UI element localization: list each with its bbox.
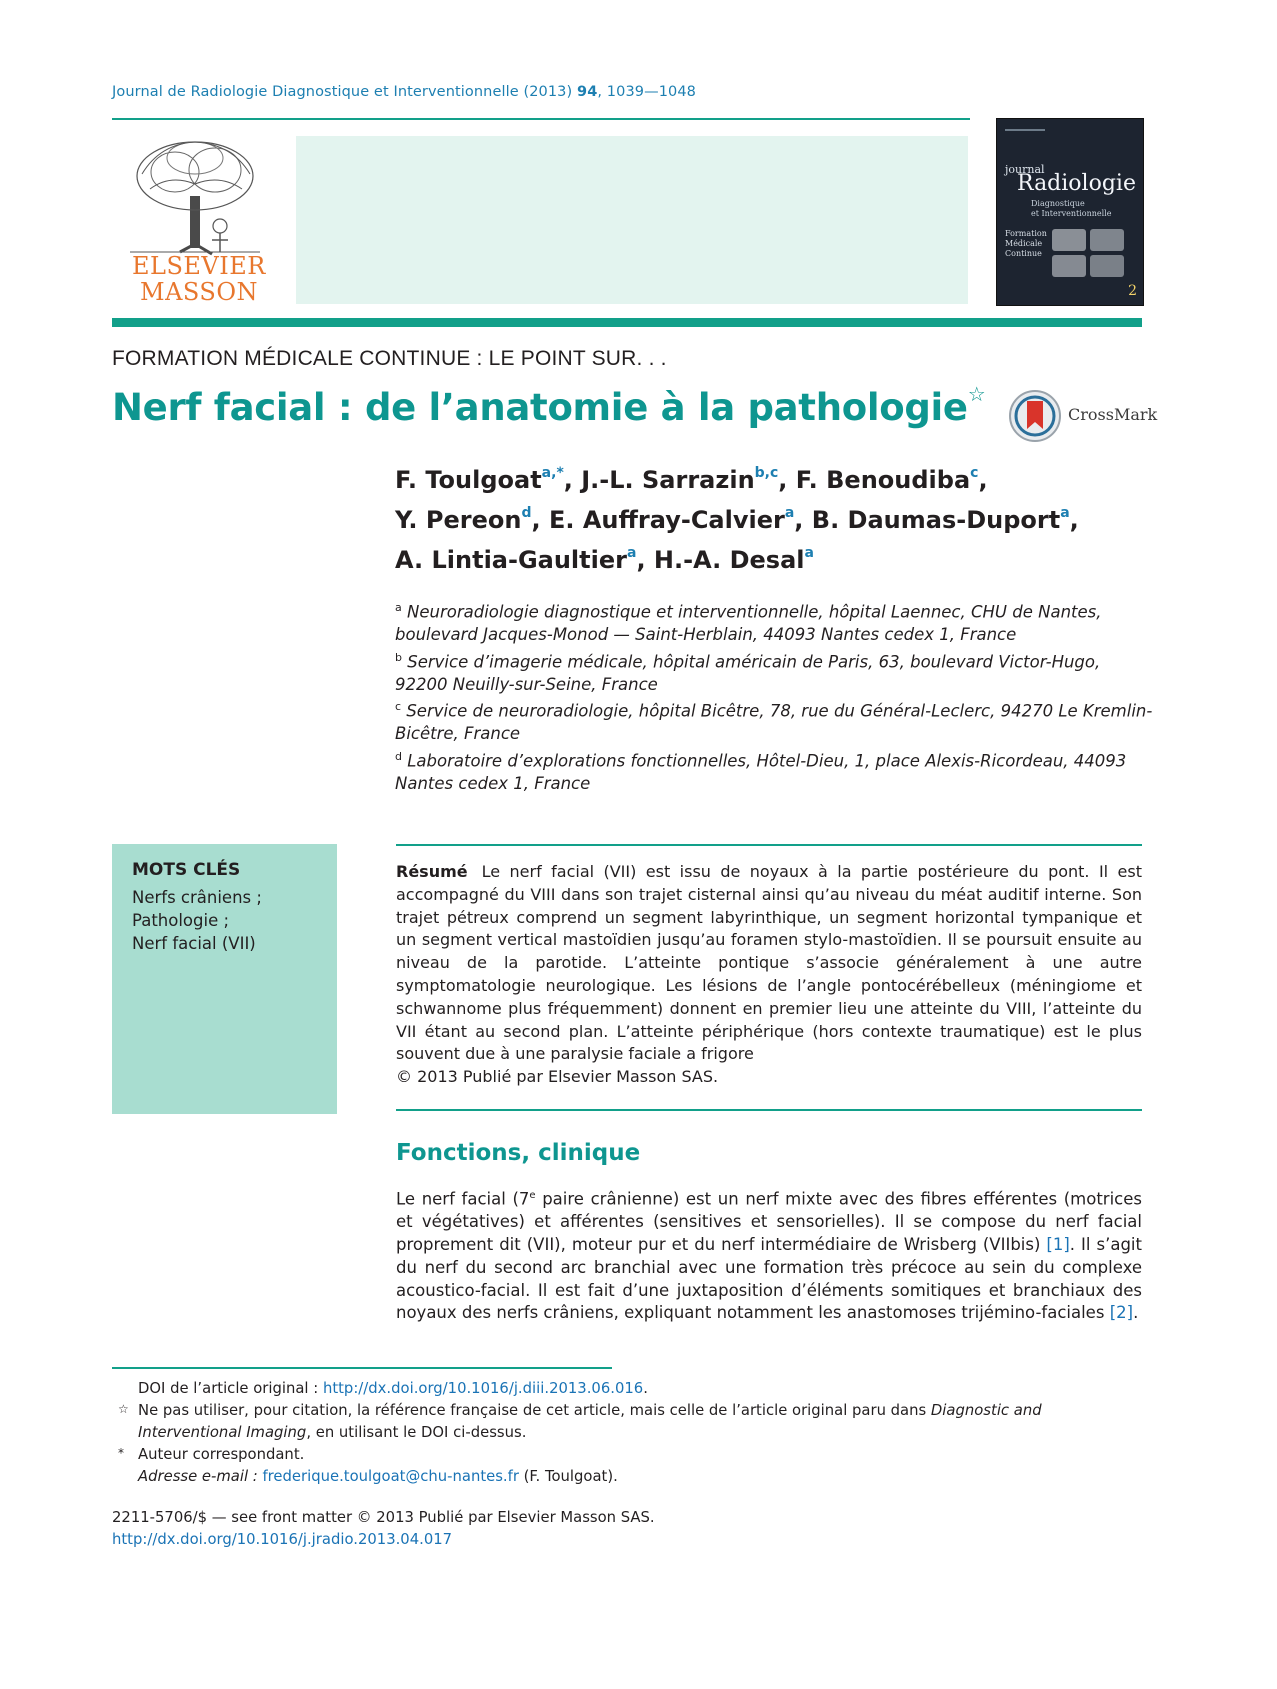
affiliation-text: Service de neuroradiologie, hôpital Bicêtre, 78, rue du Général-Leclerc, 94270 Le Kremlin-Bicêtre, France (395, 701, 1153, 743)
author-affiliation-link[interactable]: d (521, 505, 532, 521)
crossmark-badge[interactable] (1008, 389, 1158, 445)
journal-pages: , 1039—1048 (597, 84, 697, 100)
crossmark-icon (1008, 389, 1062, 443)
author-name: H.-A. Desal (653, 546, 805, 574)
journal-cover (996, 118, 1144, 306)
author-name: E. Auffray-Calvier (548, 506, 785, 534)
section-paragraph (396, 1185, 1142, 1325)
doi-end: . (643, 1380, 648, 1397)
publisher-name-line1: ELSEVIER (132, 252, 266, 280)
cover-scan-1 (1052, 229, 1086, 251)
crossmark-label: CrossMark (1068, 405, 1158, 424)
affiliation-mark: d (395, 749, 402, 763)
keyword-item: Nerfs crâniens ; (132, 888, 262, 907)
cover-subtitle-line2: et Interventionnelle (1031, 209, 1112, 218)
issn-line: 2211-5706/$ — see front matter © 2013 Publié par Elsevier Masson SAS. (112, 1509, 655, 1526)
header-thick-rule (112, 318, 1142, 327)
author-line (395, 458, 1175, 498)
affiliation-mark: a (395, 601, 402, 614)
footnote-star-icon: ☆ (118, 1402, 129, 1416)
article-title (112, 382, 986, 429)
author-name: J.-L. Sarrazin (581, 466, 755, 494)
section-heading: Fonctions, clinique (396, 1140, 641, 1166)
article-doi-link[interactable]: http://dx.doi.org/10.1016/j.jradio.2013.04.017 (112, 1531, 453, 1548)
author-affiliation-link[interactable]: a (1060, 505, 1070, 521)
affiliation-item (395, 647, 1155, 697)
author-name: Y. Pereon (395, 506, 522, 534)
affiliation-list (395, 597, 1155, 795)
footnote-email (112, 1466, 1147, 1488)
affiliation-text: Service d’imagerie médicale, hôpital américain de Paris, 63, boulevard Victor-Hugo, 92200 Neuilly-sur-Seine, France (395, 652, 1101, 694)
title-footnote-star-icon[interactable]: ☆ (967, 382, 986, 406)
author-affiliation-link[interactable]: c (970, 465, 979, 481)
author-email-link[interactable]: frederique.toulgoat@chu-nantes.fr (262, 1468, 519, 1485)
reference-link-1[interactable]: [1] (1046, 1235, 1070, 1255)
journal-name: Journal de Radiologie Diagnostique et Interventionnelle (2013) (112, 84, 573, 100)
author-name: F. Toulgoat (395, 466, 542, 494)
author-name: B. Daumas-Duport (811, 506, 1061, 534)
abstract-top-rule (396, 844, 1142, 846)
author-affiliation-link[interactable]: b,c (754, 465, 779, 481)
author-list (395, 458, 1175, 578)
cover-scan-3 (1052, 255, 1086, 277)
cover-scan-2 (1090, 229, 1124, 251)
author-separator: , (1069, 506, 1079, 534)
author-affiliation-link[interactable]: a (626, 545, 637, 561)
author-affiliation-link[interactable]: a (784, 505, 795, 521)
footnotes (112, 1378, 1147, 1488)
cover-subtitle (1031, 199, 1111, 219)
author-line (395, 498, 1175, 538)
paragraph-text: . Il s’agit du nerf du second arc branchial avec une formation très précoce au sein du complexe acoustico-facial. Il est fait d’une juxtaposition d’éléments somitiques et branchiaux des noyaux des nerfs crâniens, expliquant notamment les anastomoses trijémino-faciales (396, 1235, 1142, 1323)
footnote-star-text: Ne pas utiliser, pour citation, la référence française de cet article, mais celle de l’article original paru dans (138, 1402, 931, 1419)
paragraph-text: . (1133, 1303, 1139, 1323)
author-separator: , (778, 466, 796, 494)
affiliation-text: Laboratoire d’explorations fonctionnelles, Hôtel-Dieu, 1, place Alexis-Ricordeau, 44093 Nantes cedex 1, France (395, 751, 1127, 793)
abstract (396, 861, 1142, 1066)
doi-label: DOI de l’article original : (138, 1380, 323, 1397)
author-separator: , (794, 506, 812, 534)
cover-fmc-line2: Médicale (1005, 239, 1043, 248)
author-name: F. Benoudiba (795, 466, 971, 494)
affiliation-text: Neuroradiologie diagnostique et interventionnelle, hôpital Laennec, CHU de Nantes, boulevard Jacques-Monod — Saint-Herblain, 44093 Nantes cedex 1, France (395, 602, 1102, 644)
keywords-list (132, 886, 262, 955)
footnote-corresponding (112, 1444, 1147, 1466)
elsevier-masson-logo (120, 134, 280, 309)
cover-scan-4 (1090, 255, 1124, 277)
author-separator: , (978, 466, 988, 494)
paragraph-text: Le nerf facial (7 (396, 1189, 530, 1209)
affiliation-mark: c (395, 700, 402, 713)
author-separator: , (531, 506, 549, 534)
author-affiliation-link[interactable]: a,* (541, 465, 564, 481)
footnote-doi (112, 1378, 1147, 1400)
cover-issue-number: 2 (1128, 283, 1137, 299)
author-name: A. Lintia-Gaultier (395, 546, 627, 574)
cover-subtitle-line1: Diagnostique (1031, 199, 1085, 208)
email-label: Adresse e-mail : (138, 1468, 263, 1485)
header-rule (112, 118, 970, 120)
footnote-asterisk-icon: * (118, 1446, 124, 1460)
abstract-bottom-rule (396, 1109, 1142, 1111)
abstract-text: Le nerf facial (VII) est issu de noyaux à la partie postérieure du pont. Il est accompagné du VIII dans son trajet cisternal ainsi qu’au niveau du méat auditif interne. Son trajet pétreux comprend un segment labyrinthique, un segment horizontal tympanique et un segment vertical mastoïdien jusqu’au foramen stylo-mastoïdien. Il se poursuit ensuite au niveau de la parotide. L’atteinte pontique s’associe généralement à une autre symptomatologie neurologique. Les lésions de l’angle pontocérébelleux (méningiome et schwannome plus fréquemment) donnent en premier lieu une atteinte du VIII, l’atteinte du VII étant au second plan. L’atteinte périphérique (hors contexte traumatique) est le plus souvent due à une paralysie faciale a frigore (396, 862, 1142, 1064)
abstract-label: Résumé (396, 862, 468, 881)
journal-citation (112, 84, 696, 100)
footnote-journal-title: Diagnostic and Interventional Imaging (138, 1402, 1042, 1441)
corresponding-author-text: Auteur correspondant. (138, 1446, 305, 1463)
reference-link-2[interactable]: [2] (1109, 1303, 1134, 1323)
keyword-item: Pathologie ; (132, 911, 230, 930)
article-title-text: Nerf facial : de l’anatomie à la pathologie (112, 386, 968, 429)
footnote-rule (112, 1367, 612, 1369)
affiliation-mark: b (395, 650, 402, 664)
affiliation-item (395, 696, 1155, 746)
footnote-star-text-end: , en utilisant le DOI ci-dessus. (306, 1424, 527, 1441)
ordinal-superscript: e (529, 1190, 536, 1201)
affiliation-item (395, 746, 1155, 796)
footnote-star (112, 1400, 1147, 1444)
header-banner (296, 136, 968, 304)
cover-fmc-line3: Continue (1005, 249, 1042, 258)
original-doi-link[interactable]: http://dx.doi.org/10.1016/j.diii.2013.06.016 (322, 1380, 644, 1397)
keywords-heading: MOTS CLÉS (132, 860, 241, 880)
author-affiliation-link[interactable]: a (804, 545, 814, 561)
author-separator: , (636, 546, 654, 574)
cover-fmc (1005, 229, 1047, 259)
keyword-item: Nerf facial (VII) (132, 934, 256, 953)
publisher-name-line2: MASSON (140, 278, 259, 306)
cover-title: Radiologie (1017, 171, 1136, 196)
journal-volume: 94 (577, 84, 598, 100)
cover-journal-word: journal (1005, 163, 1045, 176)
abstract-copyright: © 2013 Publié par Elsevier Masson SAS. (396, 1067, 719, 1086)
email-suffix: (F. Toulgoat). (518, 1468, 618, 1485)
affiliation-item (395, 597, 1155, 647)
author-separator: , (563, 466, 582, 494)
cover-rule (1005, 129, 1045, 131)
section-kicker: FORMATION MÉDICALE CONTINUE : LE POINT SUR. . . (112, 347, 667, 370)
author-line (395, 538, 1175, 578)
cover-fmc-line1: Formation (1005, 229, 1047, 238)
paragraph-text: paire crânienne) est un nerf mixte avec des fibres efférentes (motrices et végétatives) et afférentes (sensitives et sensorielles). Il se compose du nerf facial proprement dit (VII), moteur pur et du nerf intermédiaire de Wrisberg (VIIbis) (396, 1189, 1142, 1255)
bottom-info (112, 1507, 655, 1551)
keywords-box (112, 844, 337, 1114)
